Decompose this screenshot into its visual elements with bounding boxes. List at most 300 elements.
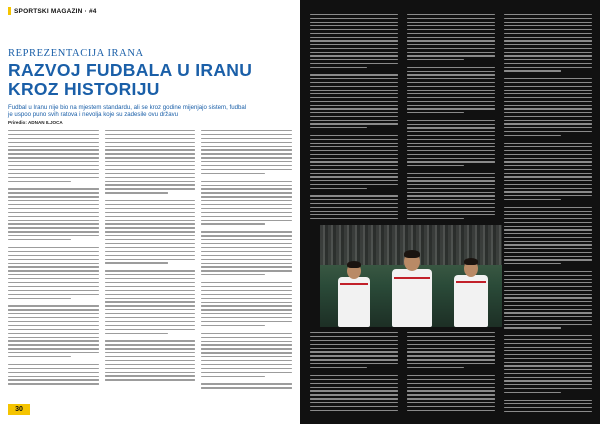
- text-line: [407, 37, 495, 38]
- text-line: [8, 379, 99, 380]
- text-line: [310, 135, 398, 136]
- text-line: [105, 317, 196, 318]
- text-line: [8, 149, 99, 150]
- text-line: [407, 97, 495, 98]
- text-line: [504, 146, 592, 147]
- text-line: [504, 82, 592, 83]
- text-line: [105, 278, 196, 279]
- text-line: [310, 105, 398, 106]
- text-line: [407, 150, 495, 151]
- text-line: [201, 356, 292, 357]
- text-line: [407, 184, 495, 185]
- text-line: [105, 134, 196, 135]
- text-line: [310, 97, 398, 98]
- text-line: [310, 74, 398, 75]
- text-line: [105, 227, 196, 228]
- text-line: [201, 341, 292, 342]
- text-line: [407, 90, 495, 91]
- text-line: [201, 173, 264, 174]
- text-line: [8, 263, 99, 264]
- text-line: [504, 154, 592, 155]
- text-line: [105, 223, 196, 224]
- text-line: [407, 14, 495, 15]
- text-line: [310, 410, 398, 411]
- text-line: [310, 355, 398, 356]
- text-line: [310, 52, 398, 53]
- text-line: [407, 180, 495, 181]
- text-line: [504, 384, 592, 385]
- text-line: [504, 320, 592, 321]
- text-line: [504, 120, 592, 121]
- right-page: [300, 0, 600, 424]
- text-line: [310, 90, 398, 91]
- text-line: [407, 336, 495, 337]
- title-line-1: RAZVOJ FUDBALA U IRANU: [8, 60, 253, 80]
- body-column-1: [8, 130, 99, 390]
- text-line: [504, 218, 592, 219]
- text-line: [407, 78, 495, 79]
- text-line: [105, 169, 196, 170]
- article-byline: Priredio: ADNAN ILJOCA: [8, 120, 63, 125]
- text-line: [504, 52, 592, 53]
- text-line: [504, 207, 592, 208]
- text-line: [504, 403, 592, 404]
- right-column-2: [407, 14, 495, 219]
- text-line: [8, 305, 99, 306]
- text-line: [407, 86, 495, 87]
- text-line: [105, 208, 196, 209]
- text-line: [310, 184, 398, 185]
- text-line: [201, 204, 292, 205]
- text-line: [105, 333, 168, 334]
- text-line: [8, 286, 99, 287]
- text-line: [504, 369, 592, 370]
- text-line: [504, 59, 592, 60]
- text-line: [504, 407, 592, 408]
- text-line: [504, 33, 592, 34]
- text-line: [504, 373, 592, 374]
- article-title: [8, 61, 288, 99]
- text-line: [201, 348, 292, 349]
- text-line: [310, 48, 398, 49]
- text-line: [8, 173, 99, 174]
- text-line: [8, 333, 99, 334]
- text-line: [201, 305, 292, 306]
- text-line: [310, 127, 367, 128]
- text-line: [105, 212, 196, 213]
- text-line: [201, 142, 292, 143]
- text-line: [407, 367, 464, 368]
- text-line: [504, 135, 561, 136]
- text-line: [8, 376, 99, 377]
- text-line: [105, 200, 196, 201]
- text-line: [201, 231, 292, 232]
- text-line: [8, 372, 99, 373]
- text-line: [407, 195, 495, 196]
- text-line: [310, 93, 398, 94]
- text-line: [504, 305, 592, 306]
- text-line: [201, 298, 292, 299]
- text-line: [407, 93, 495, 94]
- text-line: [310, 359, 398, 360]
- text-line: [407, 25, 495, 26]
- text-line: [504, 233, 592, 234]
- text-line: [201, 266, 292, 267]
- text-line: [504, 400, 592, 401]
- text-line: [407, 131, 495, 132]
- text-line: [8, 169, 99, 170]
- text-line: [8, 348, 99, 349]
- text-line: [504, 275, 592, 276]
- text-line: [201, 317, 292, 318]
- text-line: [310, 143, 398, 144]
- text-line: [407, 165, 464, 166]
- text-line: [105, 352, 196, 353]
- text-line: [504, 309, 592, 310]
- text-line: [504, 259, 592, 260]
- text-line: [407, 52, 495, 53]
- text-line: [105, 364, 196, 365]
- text-line: [8, 298, 71, 299]
- text-line: [504, 241, 592, 242]
- text-line: [201, 243, 292, 244]
- text-line: [201, 337, 292, 338]
- text-line: [8, 181, 71, 182]
- text-line: [407, 59, 464, 60]
- text-line: [105, 360, 196, 361]
- text-line: [504, 101, 592, 102]
- text-line: [504, 350, 592, 351]
- text-line: [201, 309, 292, 310]
- text-line: [8, 294, 99, 295]
- text-line: [407, 135, 495, 136]
- text-line: [407, 355, 495, 356]
- text-line: [105, 192, 168, 193]
- text-line: [504, 195, 592, 196]
- text-line: [504, 165, 592, 166]
- body-column-3: [201, 130, 292, 390]
- text-line: [105, 142, 196, 143]
- text-line: [201, 259, 292, 260]
- text-line: [504, 86, 592, 87]
- text-line: [310, 188, 367, 189]
- text-line: [310, 199, 398, 200]
- text-line: [504, 222, 592, 223]
- text-line: [504, 248, 592, 249]
- text-line: [310, 180, 398, 181]
- text-line: [407, 390, 495, 391]
- article-lead: Fudbal u Iranu nije bio na mjestem standardu, ali se kroz godine mijenjajo sistem, fudbal je uspoo puno svih ratova i nevolja koje su zadesile ovu državu: [8, 104, 247, 119]
- text-line: [504, 123, 592, 124]
- text-line: [105, 290, 196, 291]
- text-line: [310, 348, 398, 349]
- text-line: [8, 352, 99, 353]
- text-line: [105, 173, 196, 174]
- text-line: [105, 372, 196, 373]
- text-line: [310, 340, 398, 341]
- text-line: [504, 214, 592, 215]
- text-line: [201, 208, 292, 209]
- text-line: [504, 301, 592, 302]
- text-line: [310, 101, 398, 102]
- text-line: [504, 263, 561, 264]
- text-line: [310, 37, 398, 38]
- text-line: [105, 379, 196, 380]
- text-line: [105, 356, 196, 357]
- text-line: [407, 40, 495, 41]
- text-line: [504, 327, 561, 328]
- text-line: [310, 363, 398, 364]
- text-line: [201, 212, 292, 213]
- page-header: [8, 6, 97, 16]
- text-line: [407, 48, 495, 49]
- text-line: [310, 40, 398, 41]
- text-line: [105, 204, 196, 205]
- text-line: [201, 313, 292, 314]
- text-line: [105, 243, 196, 244]
- text-line: [504, 180, 592, 181]
- text-line: [105, 149, 196, 150]
- text-line: [201, 333, 292, 334]
- text-line: [504, 97, 592, 98]
- text-line: [504, 112, 592, 113]
- page-number: 30: [15, 406, 23, 413]
- text-line: [504, 335, 592, 336]
- text-line: [105, 165, 196, 166]
- right-column-1: [310, 14, 398, 219]
- text-line: [310, 44, 398, 45]
- text-line: [310, 33, 398, 34]
- text-line: [504, 37, 592, 38]
- text-line: [407, 101, 495, 102]
- text-line: [201, 368, 292, 369]
- text-line: [407, 218, 464, 219]
- text-line: [8, 383, 99, 384]
- text-line: [310, 123, 398, 124]
- text-line: [201, 235, 292, 236]
- text-line: [504, 362, 592, 363]
- text-line: [201, 263, 292, 264]
- text-line: [504, 161, 592, 162]
- text-line: [504, 29, 592, 30]
- right-column-3: [504, 14, 592, 412]
- text-line: [407, 67, 495, 68]
- text-line: [504, 324, 592, 325]
- text-line: [201, 138, 292, 139]
- right-column-1-continued: [310, 332, 398, 412]
- text-line: [407, 332, 495, 333]
- text-line: [310, 383, 398, 384]
- text-line: [8, 290, 99, 291]
- text-line: [310, 67, 367, 68]
- text-line: [8, 177, 99, 178]
- text-line: [504, 244, 592, 245]
- text-line: [310, 112, 398, 113]
- text-line: [407, 55, 495, 56]
- text-line: [407, 344, 495, 345]
- text-line: [504, 282, 592, 283]
- text-line: [407, 22, 495, 23]
- page-number-box: [8, 404, 30, 415]
- text-line: [504, 44, 592, 45]
- text-line: [504, 188, 592, 189]
- text-line: [105, 157, 196, 158]
- text-line: [310, 336, 398, 337]
- text-line: [105, 153, 196, 154]
- text-line: [407, 359, 495, 360]
- text-line: [201, 161, 292, 162]
- text-line: [8, 212, 99, 213]
- text-line: [407, 143, 495, 144]
- text-line: [407, 105, 495, 106]
- text-line: [407, 207, 495, 208]
- text-line: [105, 231, 196, 232]
- text-line: [407, 402, 495, 403]
- text-line: [407, 29, 495, 30]
- text-line: [504, 176, 592, 177]
- text-line: [105, 270, 196, 271]
- text-line: [310, 29, 398, 30]
- text-line: [8, 329, 99, 330]
- text-line: [504, 365, 592, 366]
- text-line: [504, 271, 592, 272]
- text-line: [407, 375, 495, 376]
- text-line: [504, 108, 592, 109]
- text-line: [407, 383, 495, 384]
- text-line: [504, 286, 592, 287]
- text-line: [201, 157, 292, 158]
- text-line: [201, 282, 292, 283]
- text-line: [8, 274, 99, 275]
- text-line: [310, 169, 398, 170]
- text-line: [105, 259, 196, 260]
- text-line: [310, 139, 398, 140]
- text-line: [105, 344, 196, 345]
- text-line: [201, 325, 264, 326]
- text-line: [504, 67, 592, 68]
- text-line: [407, 340, 495, 341]
- text-line: [105, 262, 168, 263]
- text-line: [407, 379, 495, 380]
- text-line: [201, 274, 264, 275]
- text-line: [504, 48, 592, 49]
- text-line: [105, 309, 196, 310]
- text-line: [310, 116, 398, 117]
- text-line: [310, 82, 398, 83]
- text-line: [407, 146, 495, 147]
- text-line: [504, 116, 592, 117]
- text-line: [8, 223, 99, 224]
- text-line: [310, 176, 398, 177]
- text-line: [504, 131, 592, 132]
- text-line: [504, 25, 592, 26]
- text-line: [105, 282, 196, 283]
- text-line: [201, 192, 292, 193]
- text-line: [310, 18, 398, 19]
- text-line: [310, 332, 398, 333]
- text-line: [8, 231, 99, 232]
- text-line: [8, 138, 99, 139]
- text-line: [407, 351, 495, 352]
- text-line: [8, 130, 99, 131]
- text-line: [310, 150, 398, 151]
- text-line: [504, 358, 592, 359]
- text-line: [504, 237, 592, 238]
- text-line: [8, 192, 99, 193]
- text-line: [8, 340, 99, 341]
- text-line: [201, 286, 292, 287]
- text-line: [310, 203, 398, 204]
- text-line: [310, 59, 398, 60]
- text-line: [310, 86, 398, 87]
- text-line: [105, 301, 196, 302]
- text-line: [201, 149, 292, 150]
- text-line: [407, 120, 495, 121]
- text-line: [504, 184, 592, 185]
- text-line: [504, 105, 592, 106]
- text-line: [310, 14, 398, 15]
- text-line: [504, 70, 561, 71]
- text-line: [201, 372, 292, 373]
- text-line: [504, 354, 592, 355]
- text-line: [504, 392, 561, 393]
- text-line: [105, 251, 196, 252]
- text-line: [504, 199, 561, 200]
- text-line: [8, 321, 99, 322]
- text-line: [407, 394, 495, 395]
- text-line: [201, 383, 292, 384]
- text-line: [105, 368, 196, 369]
- text-line: [504, 158, 592, 159]
- text-line: [201, 364, 292, 365]
- text-line: [407, 398, 495, 399]
- text-line: [504, 226, 592, 227]
- text-line: [105, 348, 196, 349]
- text-line: [201, 344, 292, 345]
- text-line: [504, 377, 592, 378]
- text-line: [504, 297, 592, 298]
- text-line: [8, 247, 99, 248]
- text-line: [504, 14, 592, 15]
- text-line: [407, 108, 495, 109]
- text-line: [310, 158, 398, 159]
- text-line: [310, 108, 398, 109]
- text-line: [201, 247, 292, 248]
- text-line: [8, 278, 99, 279]
- text-line: [504, 90, 592, 91]
- text-line: [310, 146, 398, 147]
- text-line: [8, 344, 99, 345]
- text-line: [201, 153, 292, 154]
- text-line: [407, 82, 495, 83]
- text-line: [8, 153, 99, 154]
- text-line: [201, 270, 292, 271]
- text-line: [407, 173, 495, 174]
- text-line: [201, 188, 292, 189]
- text-line: [8, 157, 99, 158]
- text-line: [8, 161, 99, 162]
- text-line: [407, 177, 495, 178]
- text-line: [8, 220, 99, 221]
- text-line: [105, 329, 196, 330]
- text-line: [201, 216, 292, 217]
- text-line: [407, 387, 495, 388]
- text-line: [310, 398, 398, 399]
- text-line: [201, 302, 292, 303]
- text-line: [8, 368, 99, 369]
- text-line: [407, 44, 495, 45]
- text-line: [105, 177, 196, 178]
